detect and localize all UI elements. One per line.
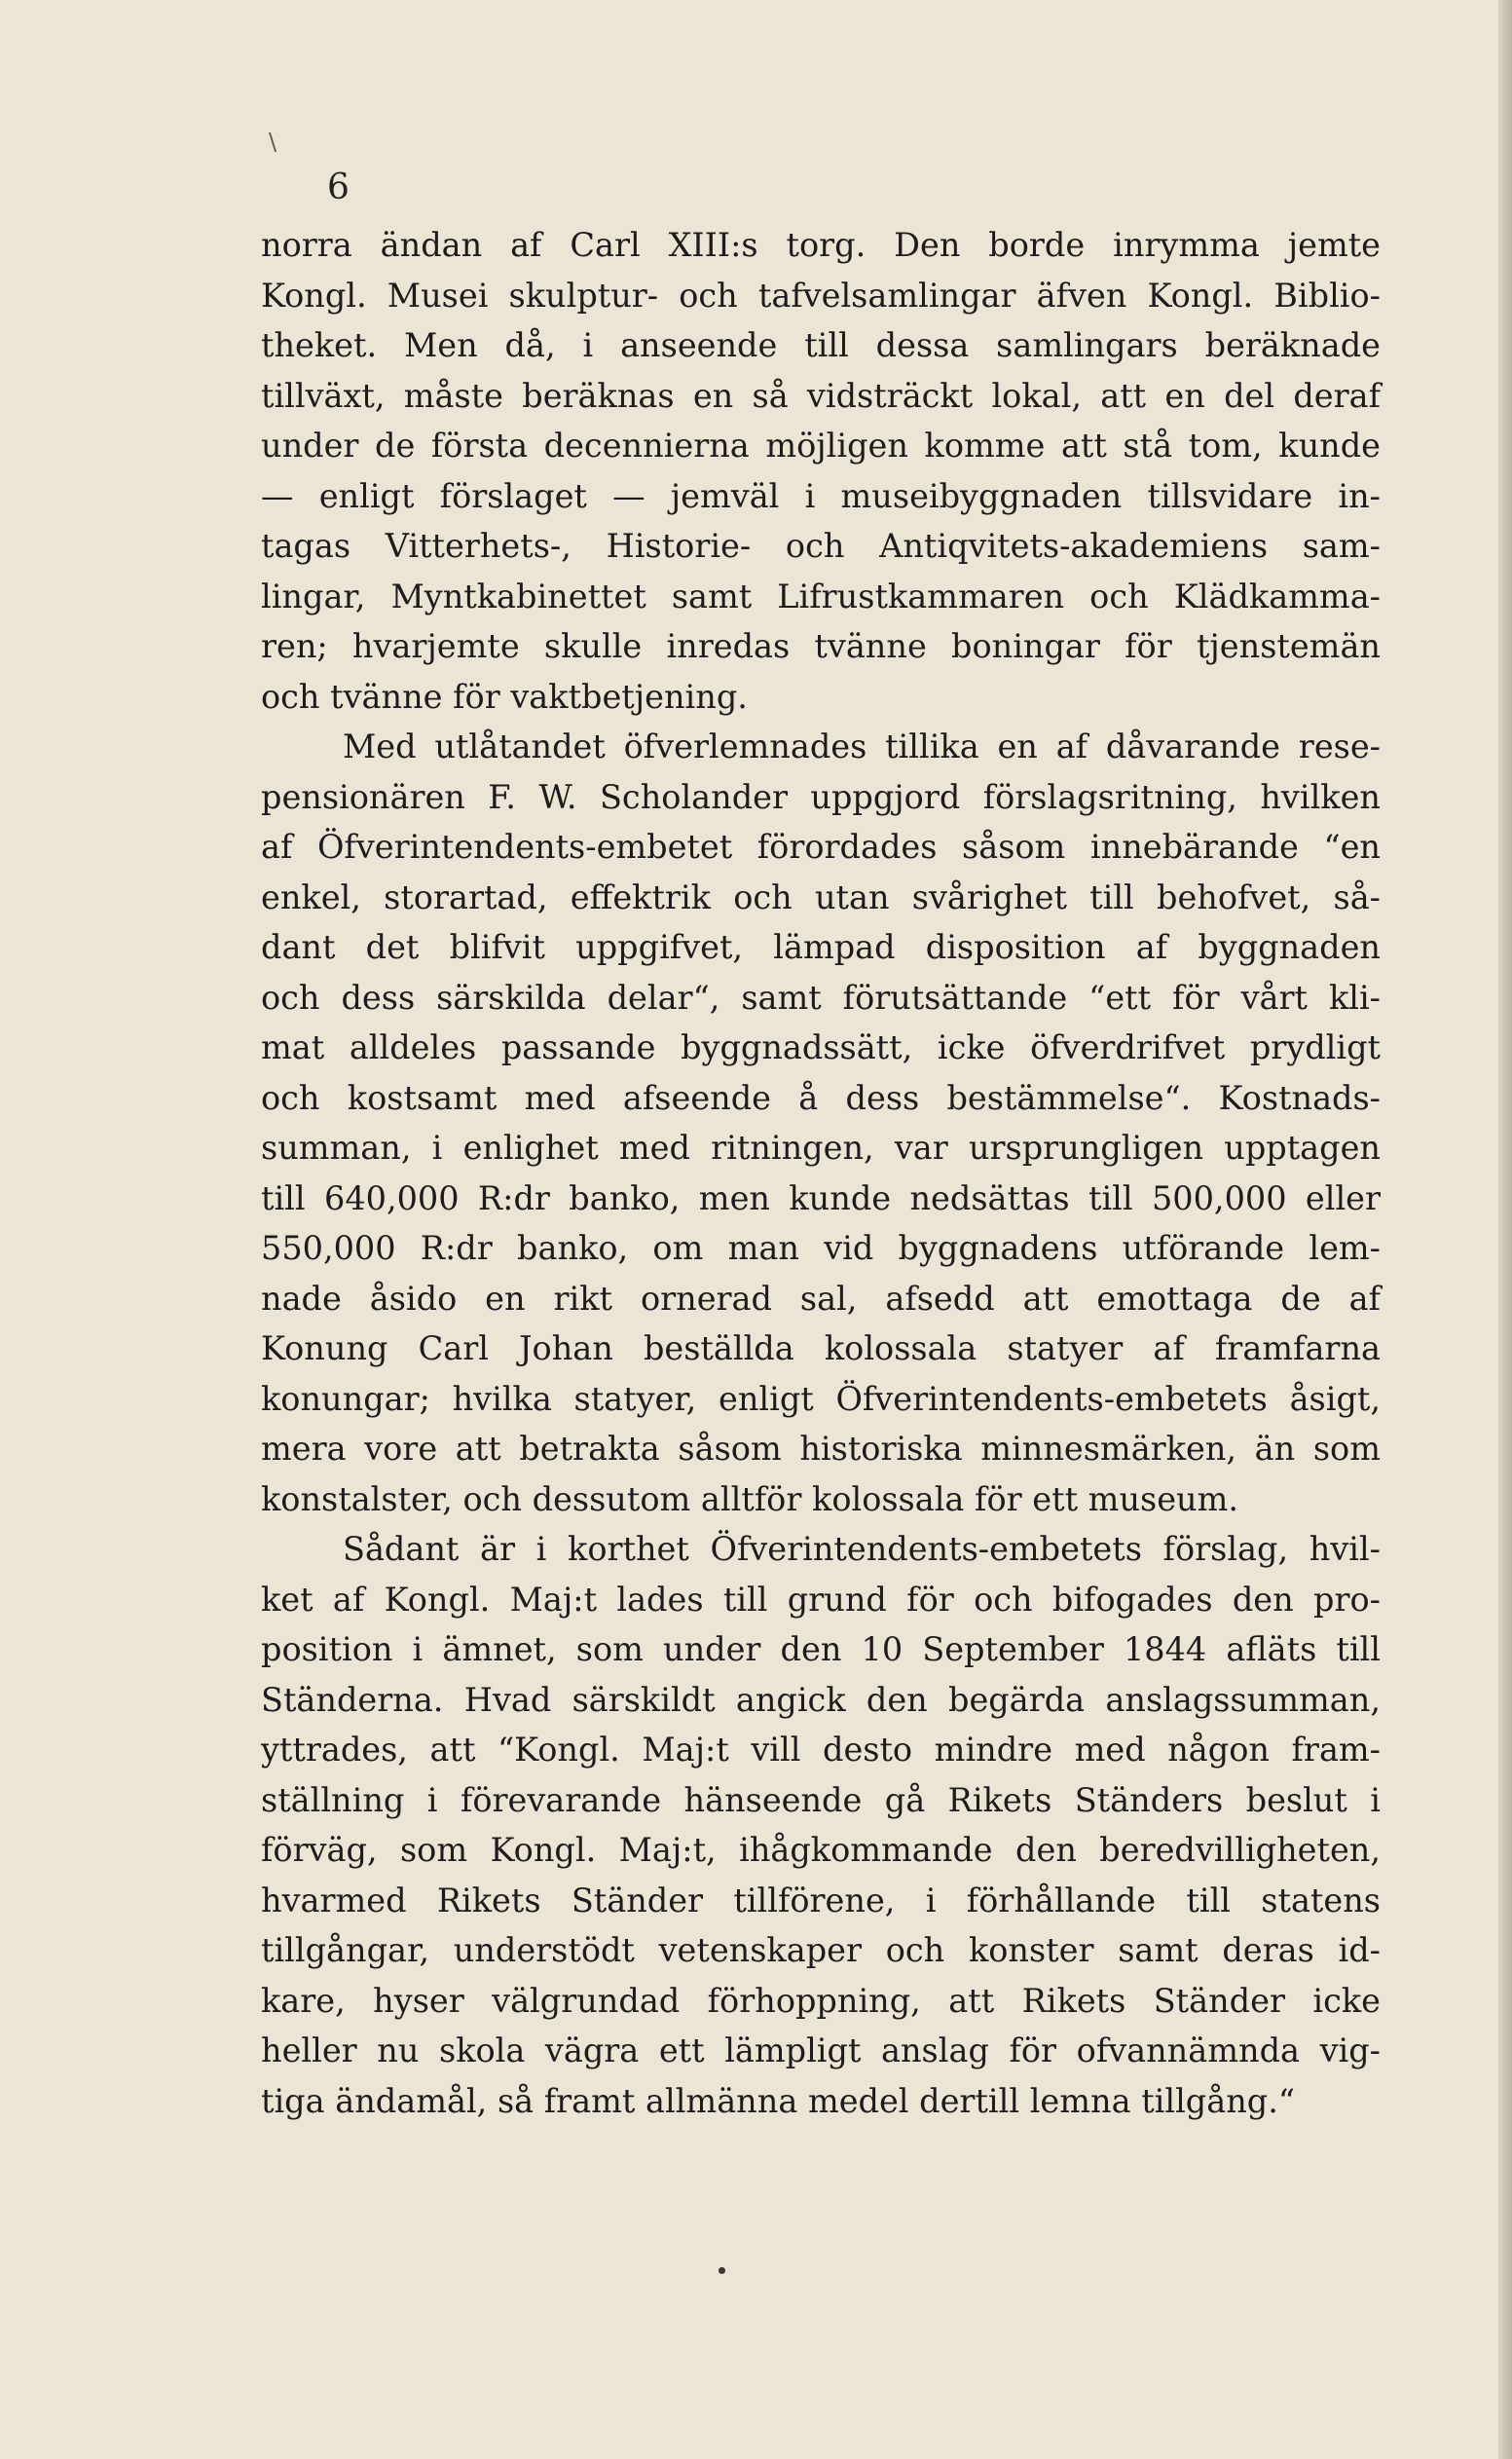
stray-dot xyxy=(719,2267,725,2274)
margin-mark: \ xyxy=(269,129,277,156)
text-line: theket. Men då, i anseende till dessa samlingars beräknade xyxy=(261,326,1381,364)
text-line: pensionären F. W. Scholander uppgjord förslagsritning, hvilken xyxy=(261,777,1381,816)
text-line: tillväxt, måste beräknas en så vidsträckt lokal, att en del deraf xyxy=(261,376,1381,415)
text-line: 550,000 R:dr banko, om man vid byggnadens utförande lem- xyxy=(261,1229,1381,1267)
text-line: enkel, storartad, effektrik och utan svårighet till behofvet, så- xyxy=(261,877,1381,916)
text-line: ket af Kongl. Maj:t lades till grund för och bifogades den pro- xyxy=(261,1580,1381,1619)
text-line: nade åsido en rikt ornerad sal, afsedd att emottaga de af xyxy=(261,1279,1381,1318)
text-line: kare, hyser välgrundad förhoppning, att Rikets Ständer icke xyxy=(261,1981,1381,2020)
text-line: och tvänne för vaktbetjening. xyxy=(261,677,748,716)
text-line: tillgångar, understödt vetenskaper och konster samt deras id- xyxy=(261,1931,1381,1969)
text-line: Kongl. Musei skulptur- och tafvelsamlingar äfven Kongl. Biblio- xyxy=(261,276,1381,315)
text-line: Ständerna. Hvad särskildt angick den begärda anslagssumman, xyxy=(261,1680,1381,1719)
text-line: Konung Carl Johan beställda kolossala statyer af framfarna xyxy=(261,1329,1381,1367)
text-line: — enligt förslaget — jemväl i museibyggnaden tillsvidare in- xyxy=(261,476,1381,515)
paragraph-start-line: Sådant är i korthet Öfverintendents-embetets förslag, hvil- xyxy=(343,1530,1381,1568)
text-line: tagas Vitterhets-, Historie- och Antiqvitets-akademiens sam- xyxy=(261,527,1381,565)
page-number: 6 xyxy=(327,168,350,207)
text-line: norra ändan af Carl XIII:s torg. Den borde inrymma jemte xyxy=(261,226,1381,264)
text-line: under de första decennierna möjligen komme att stå tom, kunde xyxy=(261,427,1381,465)
text-line: heller nu skola vägra ett lämpligt anslag för ofvannämnda vig- xyxy=(261,2031,1381,2069)
text-line: ställning i förevarande hänseende gå Rikets Ständers beslut i xyxy=(261,1780,1381,1819)
text-line: summan, i enlighet med ritningen, var ursprungligen upptagen xyxy=(261,1129,1381,1167)
text-line: och kostsamt med afseende å dess bestämmelse“. Kostnads- xyxy=(261,1078,1381,1117)
text-line: position i ämnet, som under den 10 September 1844 afläts till xyxy=(261,1630,1381,1668)
text-line: yttrades, att “Kongl. Maj:t vill desto mindre med någon fram- xyxy=(261,1731,1381,1769)
text-line: och dess särskilda delar“, samt förutsättande “ett för vårt kli- xyxy=(261,978,1381,1017)
text-line: mera vore att betrakta såsom historiska minnesmärken, än som xyxy=(261,1430,1381,1468)
text-line: dant det blifvit uppgifvet, lämpad disposition af byggnaden xyxy=(261,928,1381,966)
text-line: till 640,000 R:dr banko, men kunde nedsättas till 500,000 eller xyxy=(261,1178,1381,1217)
text-line: ren; hvarjemte skulle inredas tvänne boningar för tjenstemän xyxy=(261,627,1381,665)
text-line: mat alldeles passande byggnadssätt, icke öfverdrifvet prydligt xyxy=(261,1028,1381,1066)
page-edge-shadow xyxy=(1498,0,1512,2459)
text-line: konstalster, och dessutom alltför kolossala för ett museum. xyxy=(261,1479,1239,1518)
text-line: lingar, Myntkabinettet samt Lifrustkammaren och Klädkamma- xyxy=(261,577,1381,615)
text-line: konungar; hvilka statyer, enligt Öfverintendents-embetets åsigt, xyxy=(261,1379,1381,1418)
body-text xyxy=(261,220,1381,2126)
paragraph-start-line: Med utlåtandet öfverlemnades tillika en af dåvarande rese- xyxy=(343,727,1381,765)
text-line: tiga ändamål, så framt allmänna medel dertill lemna tillgång.“ xyxy=(261,2081,1296,2120)
text-line: förväg, som Kongl. Maj:t, ihågkommande den beredvilligheten, xyxy=(261,1831,1381,1869)
text-line: af Öfverintendents-embetet förordades såsom innebärande “en xyxy=(261,828,1381,866)
text-line: hvarmed Rikets Ständer tillförene, i förhållande till statens xyxy=(261,1881,1381,1919)
